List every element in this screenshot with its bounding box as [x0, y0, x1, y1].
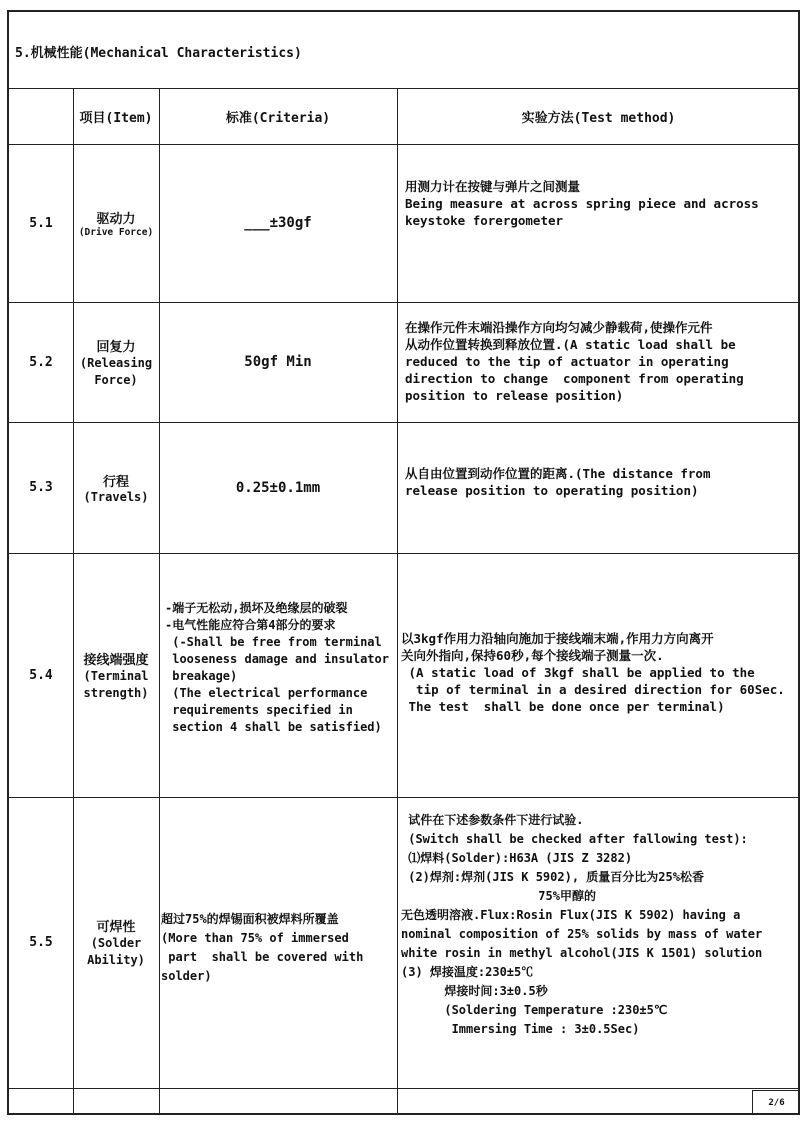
criteria-line: part shall be covered with [161, 950, 364, 964]
method-line: Being measure at across spring piece and across [405, 196, 759, 211]
criteria-line: -电气性能应符合第4部分的要求 [165, 618, 336, 632]
item-name-cn: 接线端强度 [83, 652, 149, 668]
method-line: (Switch shall be checked after fallowing test): [401, 832, 748, 846]
method-line: 用测力计在按键与弹片之间测量 [405, 179, 581, 194]
method-line: (3) 焊接温度:230±5℃ [401, 965, 534, 979]
section-title: 5.机械性能(Mechanical Characteristics) [15, 46, 302, 61]
criteria-cell: ___±30gf [244, 215, 312, 231]
method-line: (Soldering Temperature :230±5℃ [401, 1003, 668, 1017]
method-line: (2)焊剂:焊剂(JIS K 5902), 质量百分比为25%松香 [401, 870, 704, 884]
item-name-cn: 行程 [102, 475, 129, 490]
method-cell [401, 630, 800, 715]
criteria-line: breakage) [165, 669, 238, 683]
criteria-line: (-Shall be free from terminal [165, 635, 382, 649]
method-line: 焊接时间:3±0.5秒 [401, 984, 548, 998]
row-number: 5.2 [29, 354, 53, 370]
criteria-line: section 4 shall be satisfied) [165, 720, 382, 734]
spec-sheet [7, 10, 800, 1115]
item-name-cn: 可焊性 [96, 920, 136, 935]
row-number: 5.1 [29, 215, 53, 231]
method-cell [405, 319, 800, 404]
header-criteria: 标准(Criteria) [225, 110, 331, 126]
method-line: (A static load of 3kgf shall be applied to the [401, 665, 755, 680]
method-line: 从自由位置到动作位置的距离.(The distance from [405, 466, 711, 481]
row-number: 5.4 [29, 667, 53, 683]
method-line: release position to operating position) [405, 483, 699, 498]
page-number: 2/6 [752, 1090, 800, 1114]
item-name-en: (Solder Ability) [87, 936, 145, 967]
item-name-en: (Drive Force) [78, 227, 154, 238]
item-cell [73, 144, 159, 302]
method-cell [405, 465, 800, 499]
criteria-line: (More than 75% of immersed [161, 931, 349, 945]
criteria-line: looseness damage and insulator [165, 652, 389, 666]
method-line: nominal composition of 25% solids by mass of water [401, 927, 763, 941]
method-line: 以3kgf作用力沿轴向施加于接线端末端,作用力方向离开 [401, 631, 714, 646]
method-line: 75%甲醇的 [401, 889, 596, 903]
row-number: 5.5 [29, 935, 53, 950]
item-name-en: (Travels) [83, 490, 149, 504]
method-line: position to release position) [405, 388, 624, 403]
method-cell [401, 811, 800, 1039]
criteria-line: (The electrical performance [165, 686, 368, 700]
item-name-cn: 驱动力 [96, 212, 136, 227]
method-line: 从动作位置转换到释放位置.(A static load shall be [405, 337, 736, 352]
header-item: 项目(Item) [79, 110, 153, 126]
method-line: direction to change component from operating [405, 371, 744, 386]
method-line: Immersing Time : 3±0.5Sec) [401, 1022, 640, 1036]
criteria-cell [165, 600, 397, 736]
item-name-cn: 回复力 [96, 339, 136, 355]
method-line: 在操作元件末端沿操作方向均匀减少静载荷,使操作元件 [405, 320, 713, 335]
criteria-line: 超过75%的焊锡面积被焊料所覆盖 [161, 912, 339, 926]
method-line: 无色透明溶液.Flux:Rosin Flux(JIS K 5902) having a [401, 908, 741, 922]
item-cell [73, 797, 159, 1088]
method-line: 关向外指向,保持60秒,每个接线端子测量一次. [401, 648, 664, 663]
column-divider [397, 88, 398, 1113]
method-line: ⑴焊料(Solder):H63A (JIS Z 3282) [401, 851, 633, 865]
item-name-en: (Terminal strength) [83, 668, 149, 700]
criteria-cell: 50gf Min [244, 354, 312, 370]
method-line: The test shall be done once per terminal) [401, 699, 725, 714]
item-cell [73, 302, 159, 422]
row-number: 5.3 [29, 480, 53, 495]
method-line: white rosin in methyl alcohol(JIS K 1501) solution [401, 946, 763, 960]
criteria-line: requirements specified in [165, 703, 353, 717]
criteria-line: -端子无松动,损坏及绝缘层的破裂 [165, 601, 348, 615]
criteria-cell [161, 910, 397, 986]
method-line: 试件在下述参数条件下进行试验. [401, 813, 584, 827]
header-test-method: 实验方法(Test method) [521, 110, 676, 126]
method-line: tip of terminal in a desired direction for 60Sec. [401, 682, 785, 697]
method-line: reduced to the tip of actuator in operating [405, 354, 729, 369]
criteria-cell: 0.25±0.1mm [235, 479, 321, 496]
criteria-line: solder) [161, 969, 212, 983]
rule-line [9, 1088, 798, 1089]
method-cell [405, 178, 800, 229]
method-line: keystoke forergometer [405, 213, 564, 228]
item-cell [73, 422, 159, 553]
item-name-en: (Releasing Force) [79, 355, 153, 387]
item-cell [73, 553, 159, 797]
